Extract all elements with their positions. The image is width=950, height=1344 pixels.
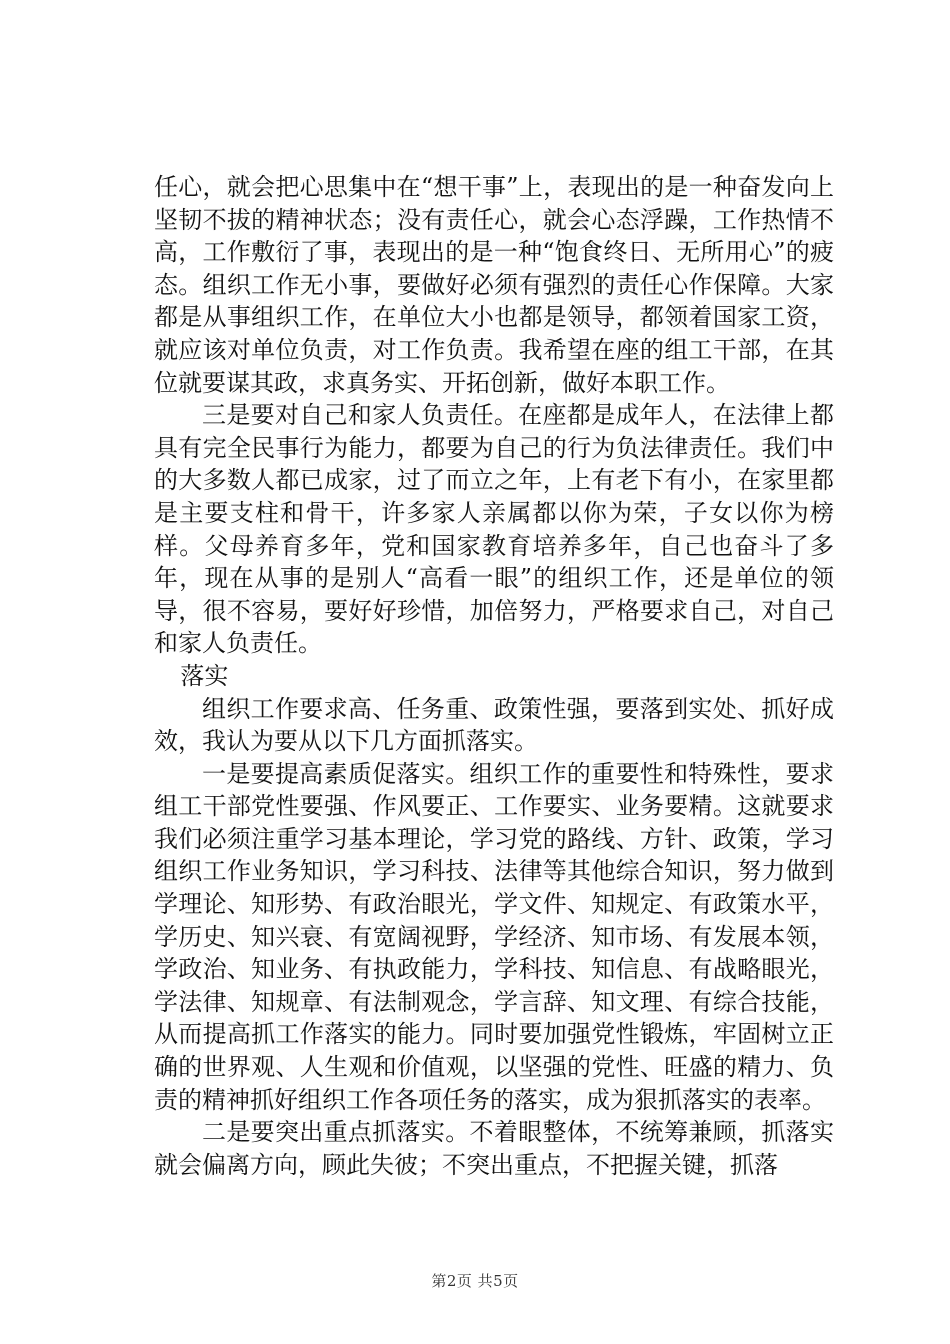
paragraph-improve-quality: 一是要提高素质促落实。组织工作的重要性和特殊性，要求组工干部党性要强、作风要正、工作要实、业务要精。这就要求我们必须注重学习基本理论，学习党的路线、方针、政策，学习组织工作业务知识，学习科技、法律等其他综合知识，努力做到学理论、知形势、有政治眼光，学文件、知规定、有政策水平，学历史、知兴衰、有宽阔视野，学经济、知市场、有发展本领，学政治、知业务、有执政能力，学科技、知信息、有战略眼光，学法律、知规章、有法制观念，学言辞、知文理、有综合技能，从而提高抓工作落实的能力。同时要加强党性锻炼，牢固树立正确的世界观、人生观和价值观，以坚强的党性、旺盛的精力、负责的精神抓好组织工作各项任务的落实，成为狠抓落实的表率。 [154, 759, 834, 1114]
page-number-footer: 第2页 共5页 [431, 1272, 519, 1290]
paragraph-implementation-intro: 组织工作要求高、任务重、政策性强，要落到实处、抓好成效，我认为要从以下几方面抓落实。 [154, 694, 834, 756]
paragraph-family-responsibility: 三是要对自己和家人负责任。在座都是成年人，在法律上都具有完全民事行为能力，都要为自己的行为负法律责任。我们中的大多数人都已成家，过了而立之年，上有老下有小，在家里都是主要支柱和骨干，许多家人亲属都以你为荣，子女以你为榜样。父母养育多年，党和国家教育培养多年，自己也奋斗了多年，现在从事的是别人“高看一眼”的组织工作，还是单位的领导，很不容易，要好好珍惜，加倍努力，严格要求自己，对自己和家人负责任。 [154, 401, 834, 658]
paragraph-continuation: 任心，就会把心思集中在“想干事”上，表现出的是一种奋发向上坚韧不拔的精神状态；没有责任心，就会心态浮躁，工作热情不高，工作敷衍了事，表现出的是一种“饱食终日、无所用心”的疲态。组织工作无小事，要做好必须有强烈的责任心作保障。大家都是从事组织工作，在单位大小也都是领导，都领着国家工资，就应该对单位负责，对工作负责。我希望在座的组工干部，在其位就要谋其政，求真务实、开拓创新，做好本职工作。 [154, 173, 834, 397]
document-body [154, 171, 834, 1181]
paragraph-highlight-key-points: 二是要突出重点抓落实。不着眼整体，不统筹兼顾，抓落实就会偏离方向，顾此失彼；不突出重点，不把握关键，抓落 [154, 1118, 834, 1179]
section-heading-implementation: 落实 [180, 661, 229, 690]
